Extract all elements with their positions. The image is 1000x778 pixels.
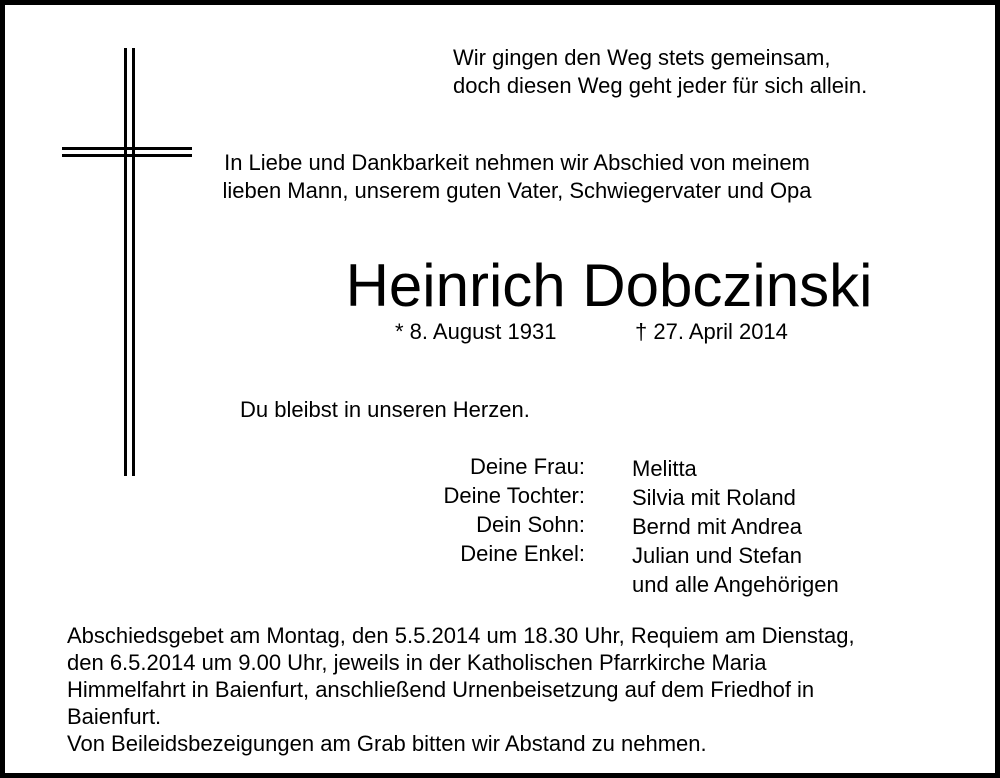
intro-text [5, 149, 1000, 205]
birth-date: * 8. August 1931 [395, 319, 557, 344]
relative-name: und alle Angehörigen [632, 572, 839, 597]
relatives-names [632, 454, 839, 599]
quote-line: doch diesen Weg geht jeder für sich allein. [453, 73, 868, 98]
relatives-labels [385, 452, 585, 568]
intro-line: In Liebe und Dankbarkeit nehmen wir Abschied von meinem [224, 150, 810, 175]
relative-label: Deine Frau: [470, 454, 585, 479]
relative-label: Deine Enkel: [460, 541, 585, 566]
quote-text [453, 44, 867, 100]
relative-name: Julian und Stefan [632, 543, 803, 568]
deceased-name: Heinrich Dobczinski [345, 252, 873, 319]
relative-name: Silvia mit Roland [632, 485, 796, 510]
relative-label: Deine Tochter: [443, 483, 585, 508]
service-line: Baienfurt. [67, 704, 162, 729]
death-date: † 27. April 2014 [635, 319, 788, 344]
quote-line: Wir gingen den Weg stets gemeinsam, [453, 45, 831, 70]
remembrance-text: Du bleibst in unseren Herzen. [240, 397, 530, 422]
service-details [67, 622, 855, 757]
service-line: Himmelfahrt in Baienfurt, anschließend Urnenbeisetzung auf dem Friedhof in [67, 677, 815, 702]
relative-label: Dein Sohn: [476, 512, 585, 537]
service-line: Von Beileidsbezeigungen am Grab bitten wir Abstand zu nehmen. [67, 731, 707, 756]
service-line: den 6.5.2014 um 9.00 Uhr, jeweils in der Katholischen Pfarrkirche Maria [67, 650, 767, 675]
relative-name: Bernd mit Andrea [632, 514, 802, 539]
relative-name: Melitta [632, 456, 697, 481]
intro-line: lieben Mann, unserem guten Vater, Schwiegervater und Opa [222, 178, 812, 203]
service-line: Abschiedsgebet am Montag, den 5.5.2014 um 18.30 Uhr, Requiem am Dienstag, [67, 623, 855, 648]
